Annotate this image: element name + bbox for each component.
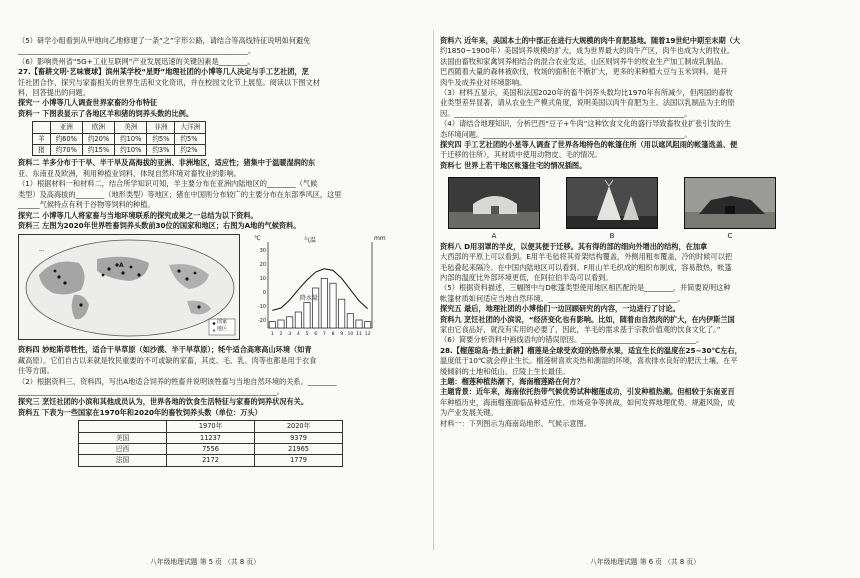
table-cell: 巴西 bbox=[79, 443, 167, 454]
climate-y-right-unit: mm bbox=[374, 235, 386, 243]
table-header-cell: 1970年 bbox=[167, 421, 255, 432]
table-cell: 7556 bbox=[167, 443, 255, 454]
table-header-row bbox=[33, 122, 206, 133]
precip-bar bbox=[321, 279, 327, 329]
text-line: 探究四 手工艺社团的小星等人调查了世界各地特色的帐篷住所（用以遮风阻雨的帐篷选盖、便 bbox=[440, 140, 738, 150]
right-text-b bbox=[440, 242, 844, 429]
month-tick-label: 4 bbox=[296, 332, 300, 338]
livestock-count-table bbox=[78, 420, 343, 467]
text-line: 因。________________________________________________________________。 bbox=[440, 108, 692, 118]
tent-photo-a bbox=[448, 177, 540, 229]
table-cell: 约10% bbox=[115, 133, 147, 144]
month-tick-label: 11 bbox=[356, 332, 362, 338]
table-cell: 法国 bbox=[79, 455, 167, 466]
text-line: 资料三 左图为2020年世界牲畜饲养头数前30位的国家和地区；右图为A地的气候资料。 bbox=[18, 220, 301, 230]
temperature-line bbox=[272, 269, 367, 311]
left-mid-text bbox=[18, 158, 426, 231]
precip-bar bbox=[269, 322, 275, 328]
world-map-figure bbox=[18, 234, 240, 340]
map-point-label: A bbox=[119, 262, 124, 270]
text-line: 饪社团合作，探究与家畜相关的世界生活和文化资讯，并在校园文化节上展览。阅读以下图文材 bbox=[18, 77, 320, 87]
map-legend bbox=[217, 319, 227, 333]
climate-chart bbox=[246, 234, 396, 340]
text-line: 业类型差异显著，请从农业生产模式角度，说明美国以肉牛育肥为主、法国以乳制品为主的原 bbox=[440, 98, 735, 108]
text-line: ______气候特点有利于谷物等饲料的种植。 bbox=[18, 200, 155, 210]
y-tick-label: -10 bbox=[257, 304, 266, 311]
precip-bar bbox=[304, 303, 310, 329]
text-line: （2）根据资料三、资料四，写出A地适合饲养的牲畜并说明该牲畜与当地自然环境的关系。________ bbox=[18, 376, 337, 386]
text-line: 资料九 烹饪社团的小滨说，“经济变化也有影响。比如，随着由自然肉的扩大，在内伊斯兰国 bbox=[440, 314, 735, 324]
table-row bbox=[33, 133, 206, 144]
text-line: 主题背景：近年来，海南依托热带气候优势试种榴莲成功，引发种植热潮。但相较于东南亚百 bbox=[440, 387, 735, 397]
table-header-cell bbox=[33, 122, 51, 133]
text-line: 为产业发展关键。 bbox=[440, 408, 498, 418]
photo-label: C bbox=[727, 232, 733, 241]
text-line: （1）根据材料一和材料二，结合所学知识可知，羊主要分布在亚洲内陆地区的________（气候 bbox=[18, 179, 318, 189]
text-line: （3）材料五显示，美国和法国2020年的畜牛饲养头数均比1970年有所减少，但两国的畜牧 bbox=[440, 88, 733, 98]
month-tick-label: 10 bbox=[347, 332, 354, 338]
table-header-cell: 大洋洲 bbox=[175, 122, 206, 133]
left-page-footer: 八年级地理试题 第 5 页 （共 8 页） bbox=[150, 558, 260, 566]
table-cell: 1779 bbox=[255, 455, 343, 466]
text-line: 资料二 羊多分布于干旱、半干旱及高海拔的亚洲、非洲地区，适应性；猪集中于温暖湿润的东 bbox=[18, 158, 316, 168]
text-line: 主题：榴莲种植热潮下，海南榴莲路在何方？ bbox=[440, 376, 584, 386]
text-line: 住等方面。 bbox=[18, 366, 54, 376]
month-tick-label: 1 bbox=[270, 332, 274, 338]
text-line: 28.【榴莲琼岛·热土新耕】榴莲是全球受欢迎的热带水果，适宜生长的温度在25~30℃左右， bbox=[440, 345, 742, 355]
precip-bar bbox=[278, 320, 284, 328]
text-line: （6）简要分析资料中画线语句的错误原因。________________________________。 bbox=[440, 335, 704, 345]
month-tick-label: 12 bbox=[364, 332, 371, 338]
precip-bar bbox=[356, 320, 362, 328]
text-line: 资料六 近年来，美国本土的中部正在进行大规模的肉牛育肥基地。随着19世纪中期至末期（大 bbox=[440, 36, 741, 45]
table-row bbox=[79, 455, 343, 466]
yurt-image bbox=[449, 178, 540, 229]
text-line: 类型）及高海拔的________（地形类型）等地区；猪在中国则分布较广的主要分布在东部季风区，这里 bbox=[18, 189, 342, 199]
photo-label: A bbox=[491, 232, 497, 241]
y-tick-label: 30 bbox=[259, 248, 266, 255]
climate-temp-label: 气温 bbox=[304, 237, 317, 245]
map-legend-item: 国家 bbox=[217, 319, 228, 326]
text-line: ________________________________________________________________________。 bbox=[18, 386, 284, 396]
table-cell: 约3% bbox=[147, 145, 175, 156]
photo-label: B bbox=[609, 232, 615, 241]
text-line: （6）影响贵州省“5G+工业互联网”产业发展迅速的关键因素是________。 bbox=[18, 56, 255, 66]
text-line: 法国由畜牧和家禽饲养相结合的混合农业发达，山区则饲养牛的牧业生产加工制成乳制品。 bbox=[440, 56, 728, 66]
precip-bar bbox=[339, 300, 345, 329]
table-cell: 羊 bbox=[33, 133, 51, 144]
text-line: 家由它食品好，就没有实用的必要了，因此，羊毛的需求基于宗教价值观的饮食文化了。” bbox=[440, 324, 721, 334]
text-line: 探究二 小博等几人将家畜与当地环境联系的探究成果之一总结为以下资料。 bbox=[18, 210, 258, 220]
left-top-text bbox=[18, 36, 426, 119]
table-cell: 约5% bbox=[147, 133, 175, 144]
text-line: 亚、东南亚及欧洲，利用种植业饲料，体现自然环境对畜牧业的影响。 bbox=[18, 168, 241, 178]
table-header-cell bbox=[79, 421, 167, 432]
text-line: （5）研学小组看到从甲地向乙地修建了一条“之”字形公路，请结合等高线特征说明如何避免 bbox=[18, 36, 311, 45]
text-line: （4）请结合地理知识，分析巴西“豆子+牛肉”这种饮食文化的盛行导致畜牧业扩张引发的生 bbox=[440, 119, 732, 129]
table-cell: 约15% bbox=[82, 145, 114, 156]
right-page-footer: 八年级地理试题 第 6 页 （共 8 页） bbox=[590, 558, 700, 566]
y-tick-label: 10 bbox=[259, 276, 266, 283]
tent-photo-b bbox=[566, 177, 658, 229]
page-divider bbox=[433, 30, 434, 550]
month-tick-label: 5 bbox=[305, 332, 309, 338]
text-line: 于迁移的住所），其材质中使用动物皮、毛的情况。 bbox=[440, 150, 602, 160]
y-tick-label: 20 bbox=[259, 262, 266, 269]
text-line: 资料八 D用羽罩的羊皮，以便其便于迁移。其有得的部的细向外增出的结构，在加拿 bbox=[440, 241, 708, 251]
text-line: 料，回答提出的问题。 bbox=[18, 88, 90, 98]
tent-photo-c bbox=[684, 177, 776, 229]
text-line: 探究五 最后，地理社团的小博他们一边回顾研究的内容，一边进行了讨论。 bbox=[440, 304, 680, 314]
svg-text:···: ··· bbox=[39, 248, 45, 256]
table-header-cell: 非洲 bbox=[147, 122, 175, 133]
text-line: ________________________________________________________________。 bbox=[18, 46, 256, 56]
table-cell: 11237 bbox=[167, 432, 255, 443]
text-line: 探究一 小博等几人调查世界家畜的分布特征 bbox=[18, 98, 158, 108]
precip-bar bbox=[347, 314, 353, 328]
map-legend-item: 地区 bbox=[217, 326, 228, 333]
table-cell: 美国 bbox=[79, 432, 167, 443]
livestock-distribution-table bbox=[32, 121, 206, 156]
month-tick-label: 3 bbox=[288, 332, 292, 338]
table-header-cell: 亚洲 bbox=[50, 122, 82, 133]
text-line: 27.【畜耕文明·艺味寰球】滨州某学校“星野”地理社团的小博等几人决定与手工艺社团，烹 bbox=[18, 67, 309, 77]
climate-y-left-unit: ℃ bbox=[254, 235, 261, 243]
table-header-cell: 美洲 bbox=[115, 122, 147, 133]
table-cell: 约60% bbox=[50, 133, 82, 144]
climate-chart-svg bbox=[246, 234, 396, 340]
table-row bbox=[79, 432, 343, 443]
month-tick-label: 9 bbox=[340, 332, 344, 338]
right-page bbox=[440, 36, 844, 429]
month-tick-label: 6 bbox=[314, 332, 318, 338]
table-cell: 猪 bbox=[33, 145, 51, 156]
text-line: 大西部的平原上可以看到。E用羊毛毡将其骨架结构覆盖，外侧用粗布覆盖，冷的时候可以把 bbox=[440, 252, 733, 262]
climate-x-ticks bbox=[268, 330, 372, 340]
text-line: 缓倾斜的土地和低山、丘陵上生长最佳。 bbox=[440, 366, 570, 376]
table-cell: 约5% bbox=[175, 133, 206, 144]
precip-bar bbox=[330, 284, 336, 329]
table-cell: 约2% bbox=[175, 145, 206, 156]
table-cell: 9379 bbox=[255, 432, 343, 443]
text-line: 温度低于10℃就会停止生长。榴莲树喜欢炎热和潮湿的环境，喜欢排水良好的肥沃土壤，在平 bbox=[440, 356, 738, 366]
text-line: 态环境问题。________________________________________________________。 bbox=[440, 129, 692, 139]
text-line: 年种植历史，海南榴莲面临品种适应性、市场竞争等挑战，如何发挥地理优势、规避风险，成 bbox=[440, 397, 735, 407]
text-line: 毛毡叠起来隔冷。在中国内陆地区可以看到。F用山羊毛织成的粗织布制成，容易散热，帐篷 bbox=[440, 262, 732, 272]
month-tick-label: 7 bbox=[322, 332, 326, 338]
text-line: （5）根据资料描述，三幅图中与D帐篷类型使用地区相匹配的是________，并简要说明这种 bbox=[440, 283, 731, 293]
table-cell: 约70% bbox=[50, 145, 82, 156]
table-cell: 约10% bbox=[115, 145, 147, 156]
text-line: 资料一 下图表显示了各地区羊和猪的饲养头数的比例。 bbox=[18, 108, 194, 118]
table-header-row bbox=[79, 421, 343, 432]
text-line: 藏高原）。它们自古以来就是牧民重要的不可或缺的家畜，其皮、毛、乳、肉等也都是用于衣食 bbox=[18, 355, 317, 365]
climate-y-ticks bbox=[248, 244, 266, 328]
text-line: 内部的温度比外部环境更低，在阿拉伯半岛可以看到。 bbox=[440, 272, 613, 282]
y-tick-label: -20 bbox=[257, 318, 266, 325]
month-tick-label: 2 bbox=[279, 332, 283, 338]
text-line: 约1850~1900年）美国饲养规模的扩大，成为世界最大的肉牛产区，肉牛也成为大的牧业。 bbox=[440, 46, 735, 56]
text-line: 资料四 妙蛇斯草牲性，适合干旱草原（如沙漠、半干旱草原）；牦牛适合高寒高山环境（如青 bbox=[18, 345, 312, 355]
table-row bbox=[79, 443, 343, 454]
right-text-a bbox=[440, 36, 844, 171]
precip-bar bbox=[295, 312, 301, 328]
table-row bbox=[33, 145, 206, 156]
table-cell: 2172 bbox=[167, 455, 255, 466]
text-line: 材料一：下列图示为海南岛地形、气候示意图。 bbox=[440, 418, 591, 428]
text-line: 探究三 烹饪社团的小滨和其他成员认为，世界各地的饮食生活特征与家畜的饲养状况有关。 bbox=[18, 397, 309, 407]
text-line: 肉牛及成养业对环境影响。 bbox=[440, 77, 527, 87]
precip-bar bbox=[287, 317, 293, 328]
left-page bbox=[18, 36, 426, 469]
precip-bar bbox=[365, 322, 371, 328]
world-map-svg bbox=[19, 235, 240, 340]
figure-row bbox=[18, 234, 426, 342]
text-line: 资料七 世界上若干地区帐篷住宅的情况插图。 bbox=[440, 160, 587, 170]
month-tick-label: 8 bbox=[331, 332, 335, 338]
tent-photos bbox=[448, 177, 844, 229]
table-header-cell: 欧洲 bbox=[82, 122, 114, 133]
tent-photo-labels bbox=[448, 231, 844, 241]
table-cell: 约20% bbox=[82, 133, 114, 144]
text-line: 帐篷材质如何适应当地自然环境。____________________________________。 bbox=[440, 293, 685, 303]
text-line: 巴西随着大量的森林被砍伐，牧场的面积在不断扩大，更多的来种植大豆与玉米饲料、是开 bbox=[440, 67, 728, 77]
tipi-image bbox=[567, 178, 658, 229]
y-tick-label: 0 bbox=[262, 290, 266, 297]
table-cell: 21965 bbox=[255, 443, 343, 454]
left-low-text bbox=[18, 345, 426, 418]
climate-rain-label: 降水量 bbox=[300, 295, 319, 303]
text-line: 资料五 下表为一些国家在1970年和2020年的畜牧饲养头数（单位：万头） bbox=[18, 407, 262, 417]
table-header-cell: 2020年 bbox=[255, 421, 343, 432]
black-tent-image bbox=[685, 178, 776, 229]
